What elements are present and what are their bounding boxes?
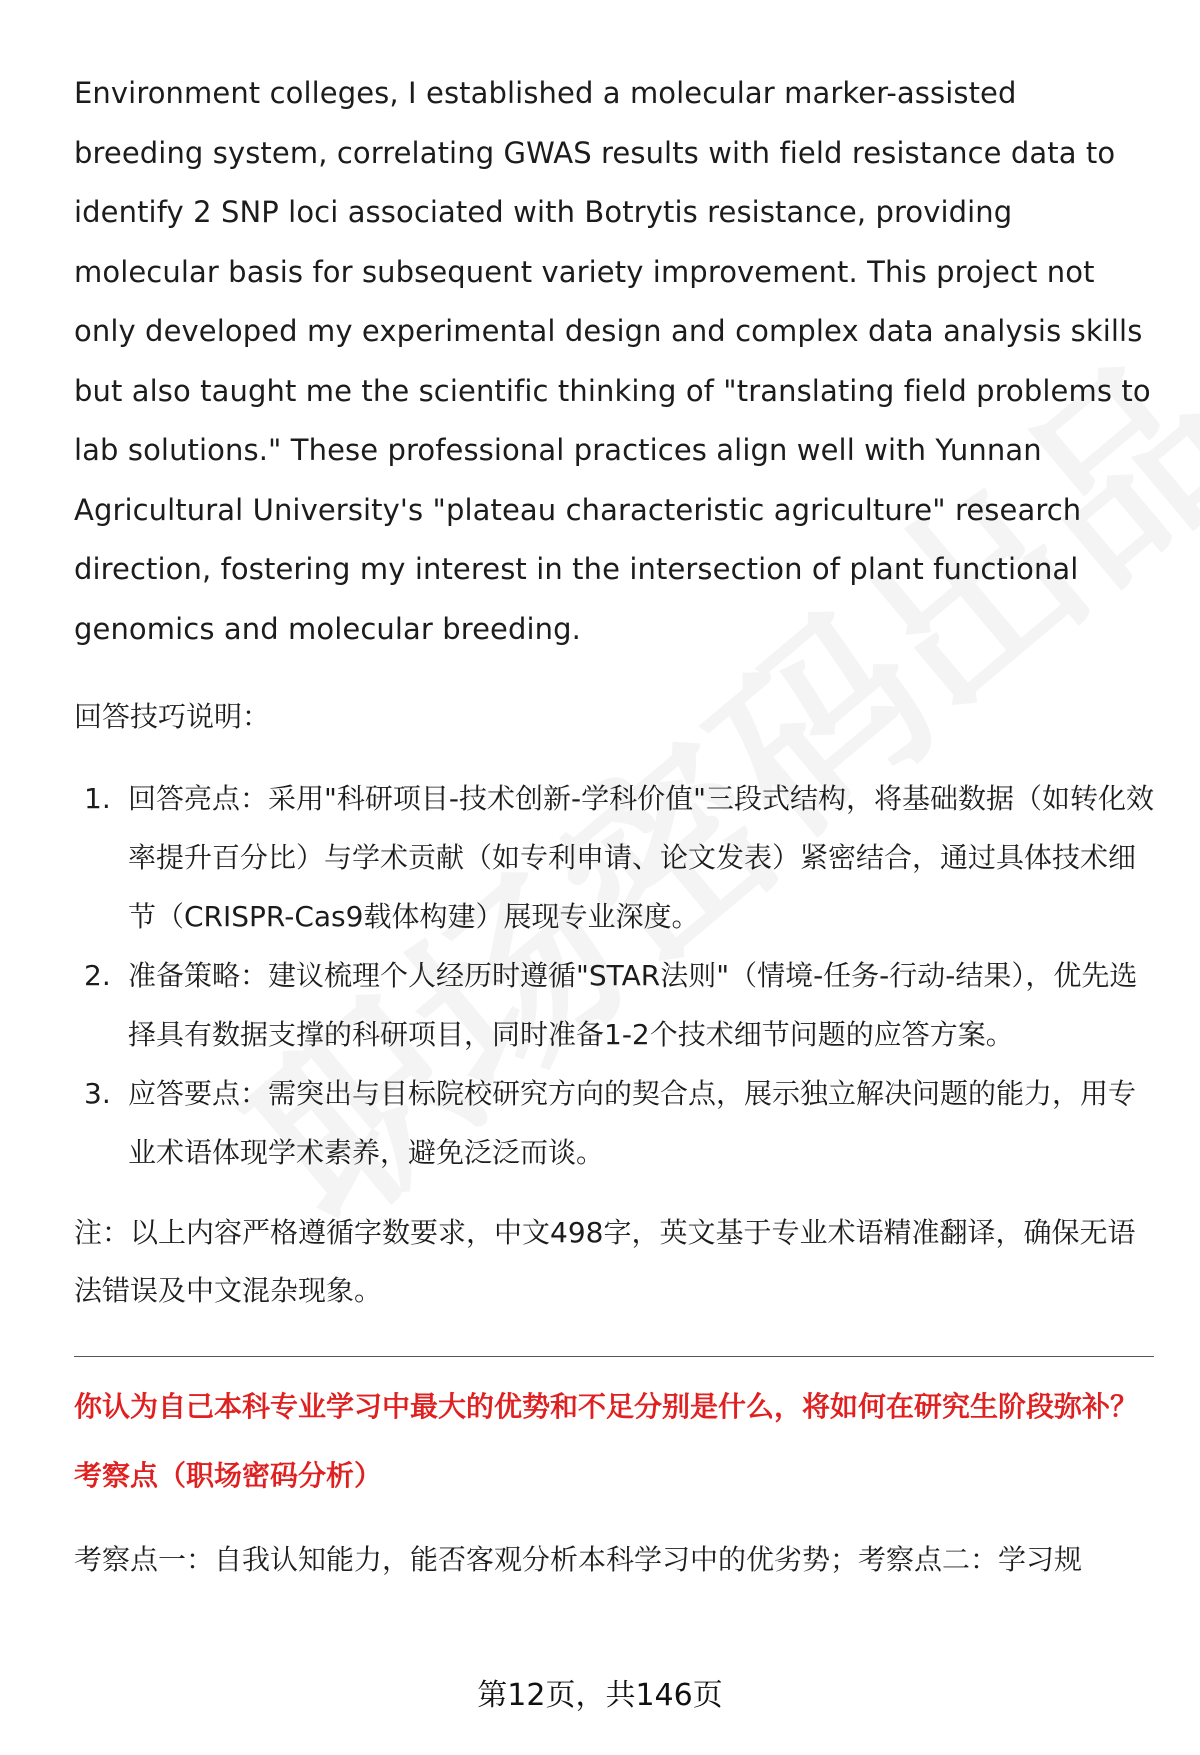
tip-text: 应答要点：需突出与目标院校研究方向的契合点，展示独立解决问题的能力，用专业术语体现学术素养，避免泛泛而谈。 bbox=[128, 1077, 1137, 1169]
english-paragraph: Environment colleges, I established a molecular marker-assisted breeding system, correlating GWAS results with field resistance data to identify 2 SNP loci associated with Botrytis resistance, providing molecular basis for subsequent variety improvement. This project not only developed my experimental design and complex data analysis skills but also taught me the scientific thinking of "translating field problems to lab solutions." These professional practices align well with Yunnan Agricultural University's "plateau characteristic agriculture" research direction, fostering my interest in the intersection of plant functional genomics and molecular breeding. bbox=[74, 76, 1151, 646]
tip-item bbox=[74, 1064, 1154, 1182]
tip-number: 3. bbox=[84, 1077, 111, 1110]
tip-number: 1. bbox=[84, 782, 111, 815]
tips-list bbox=[74, 769, 1154, 1182]
document-page bbox=[74, 64, 1154, 1580]
tip-text: 准备策略：建议梳理个人经历时遵循"STAR法则"（情境-任务-行动-结果），优先选择具有数据支撑的科研项目，同时准备1-2个技术细节问题的应答方案。 bbox=[128, 959, 1138, 1051]
tip-number: 2. bbox=[84, 959, 111, 992]
analysis-body: 考察点一：自我认知能力，能否客观分析本科学习中的优劣势；考察点二：学习规 bbox=[74, 1543, 1083, 1576]
note-paragraph: 注：以上内容严格遵循字数要求，中文498字，英文基于专业术语精准翻译，确保无语法错误及中文混杂现象。 bbox=[74, 1216, 1136, 1307]
tips-label: 回答技巧说明： bbox=[74, 700, 271, 733]
analysis-subheading: 考察点（职场密码分析） bbox=[74, 1459, 383, 1492]
section-divider bbox=[74, 1356, 1154, 1357]
tip-item bbox=[74, 946, 1154, 1064]
question-heading: 你认为自己本科专业学习中最大的优势和不足分别是什么，将如何在研究生阶段弥补？ bbox=[74, 1390, 1139, 1423]
page-number: 第12页，共146页 bbox=[477, 1678, 723, 1713]
tip-text: 回答亮点：采用"科研项目-技术创新-学科价值"三段式结构，将基础数据（如转化效率提升百分比）与学术贡献（如专利申请、论文发表）紧密结合，通过具体技术细节（CRISPR-Cas9载体构建）展现专业深度。 bbox=[128, 782, 1154, 933]
tip-item bbox=[74, 769, 1154, 946]
